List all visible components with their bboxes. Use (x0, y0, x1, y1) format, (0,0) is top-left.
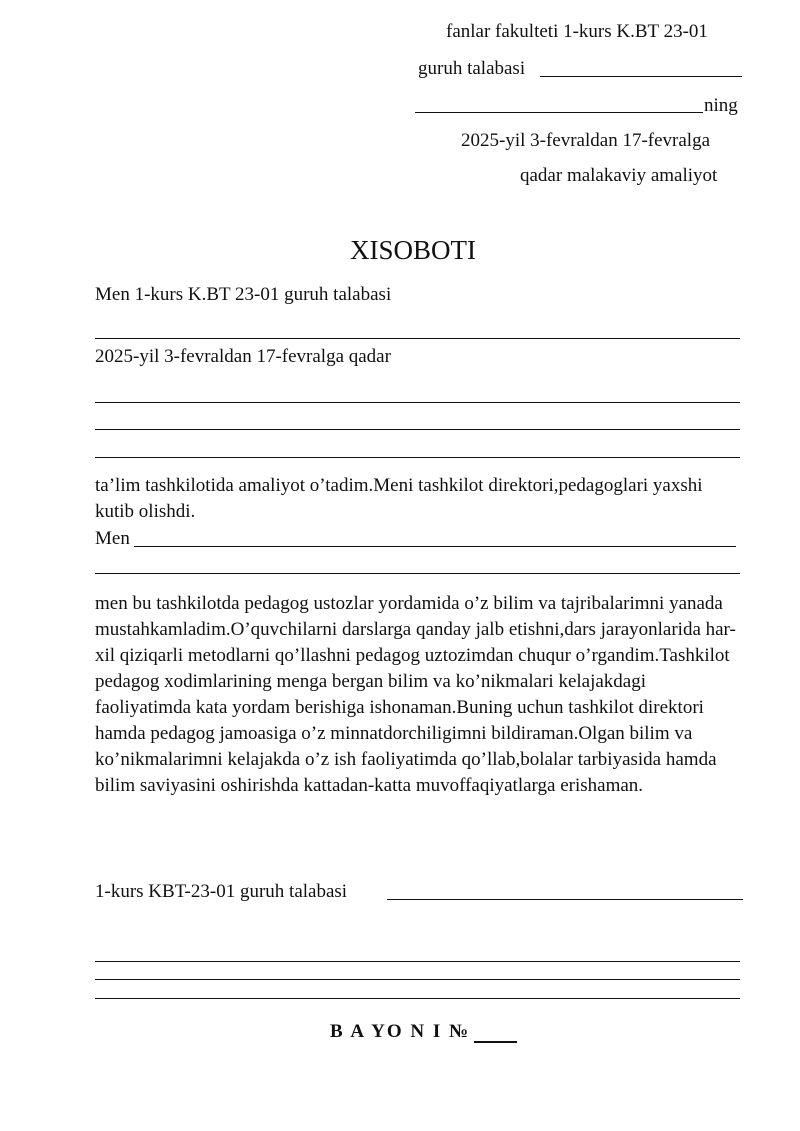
paragraph-1: ta’lim tashkilotida amaliyot o’tadim.Meni tashkilot direktori,pedagoglari yaxshi kutib olishdi. (95, 475, 703, 522)
header-line-4: 2025-yil 3-fevraldan 17-fevralga (461, 130, 711, 151)
header-line-2: guruh talabasi (418, 58, 526, 79)
blank-line (95, 402, 740, 403)
bayoni-number-blank (474, 1041, 517, 1043)
signature-label: 1-kurs KBT-23-01 guruh talabasi (95, 881, 348, 902)
paragraph-2: men bu tashkilotda pedagog ustozlar yordamida o’z bilim va tajribalarimni yanada mustahkamladim.O’quvchilarni darslarga qanday jalb etishni,dars jarayonlarida har-xil qiziqarli metodlarni qo’llashni pedagog uztozimdan chuqur o’rgandim.Tashkilot pedagog xodimlarining menga bergan bilim va ko’nikmalari kelajakdagi faoliyatimda kata yordam berishiga ishonaman.Buning uchun tashkilot direktori hamda pedagog jamoasiga o’z minnatdorchiligimni bildiraman.Olgan bilim va ko’nikmalarimni kelajakda o’z ish faoliyatimda qo’llab,bolalar tarbiyasida hamda bilim saviyasini oshirishda kattadan-katta muvoffaqiyatlarga erishaman. (95, 593, 736, 796)
men-label: Men (95, 528, 130, 549)
header-blank-student (415, 112, 703, 113)
signature-blank (387, 899, 743, 900)
document-title: XISOBOTI (350, 235, 476, 265)
blank-line (95, 429, 740, 430)
dates-line: 2025-yil 3-fevraldan 17-fevralga qadar (95, 346, 391, 367)
header-blank-name (540, 76, 742, 77)
header-line-1: fanlar fakulteti 1-kurs K.BT 23-01 (446, 21, 708, 42)
bayoni-heading: B A YO N I № (330, 1021, 471, 1042)
blank-line (95, 457, 740, 458)
blank-line (95, 961, 740, 962)
blank-line (95, 979, 740, 980)
header-line-3: ning (704, 95, 738, 116)
header-line-5: qadar malakaviy amaliyot (520, 165, 718, 186)
blank-line (95, 573, 740, 574)
intro-line: Men 1-kurs K.BT 23-01 guruh talabasi (95, 284, 392, 305)
blank-line (134, 546, 736, 547)
blank-line (95, 998, 740, 999)
blank-line (95, 338, 740, 339)
